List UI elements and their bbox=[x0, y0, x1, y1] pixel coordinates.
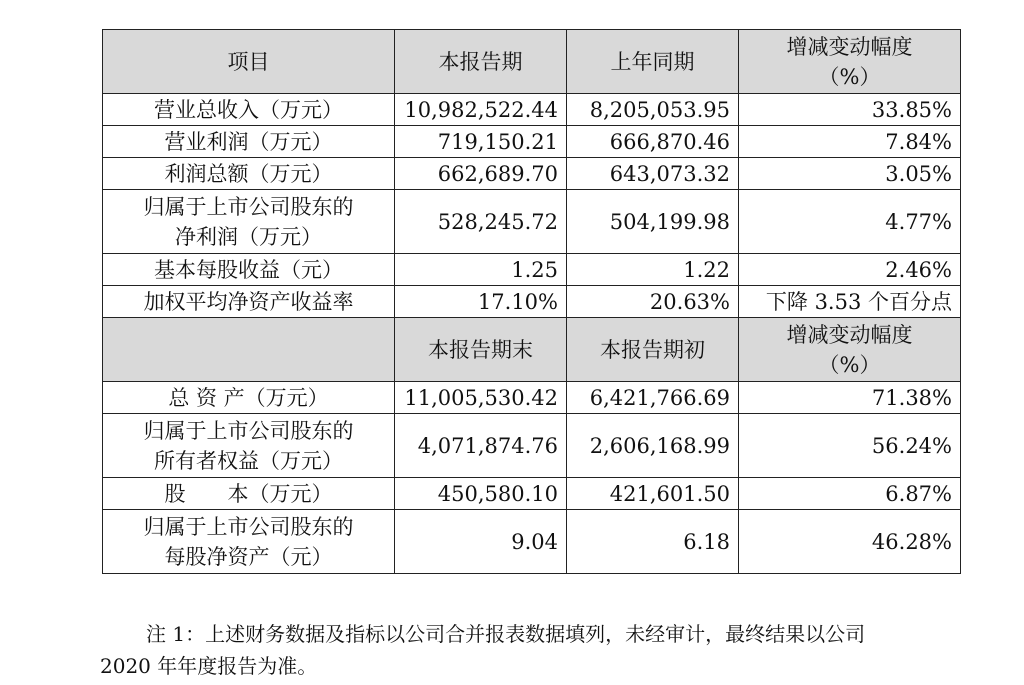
cell-change: 6.87% bbox=[739, 478, 961, 510]
header2-blank bbox=[103, 318, 395, 382]
cell-prior: 20.63% bbox=[567, 286, 739, 318]
table-row bbox=[103, 190, 961, 254]
cell-change: 33.85% bbox=[739, 94, 961, 126]
row-label-line1: 归属于上市公司股东的 bbox=[143, 514, 354, 539]
header2-change bbox=[739, 318, 961, 382]
cell-prior: 6.18 bbox=[567, 510, 739, 574]
cell-prior: 6,421,766.69 bbox=[567, 382, 739, 414]
header-change bbox=[739, 30, 961, 94]
table-row bbox=[103, 254, 961, 286]
footnote-line2: 2020 年年度报告为准。 bbox=[100, 654, 318, 678]
table-header-row-2 bbox=[103, 318, 961, 382]
header2-period-end: 本报告期末 bbox=[395, 318, 567, 382]
cell-current: 10,982,522.44 bbox=[395, 94, 567, 126]
row-label: 加权平均净资产收益率 bbox=[103, 286, 395, 318]
cell-change: 56.24% bbox=[739, 414, 961, 478]
row-label-line2: 所有者权益（万元） bbox=[154, 448, 343, 473]
cell-current: 450,580.10 bbox=[395, 478, 567, 510]
cell-prior: 2,606,168.99 bbox=[567, 414, 739, 478]
table-row bbox=[103, 510, 961, 574]
cell-change: 4.77% bbox=[739, 190, 961, 254]
header2-period-start: 本报告期初 bbox=[567, 318, 739, 382]
footnote-line1: 注 1：上述财务数据及指标以公司合并报表数据填列，未经审计，最终结果以公司 bbox=[146, 622, 866, 646]
row-label-line1: 归属于上市公司股东的 bbox=[143, 418, 354, 443]
header-change-line1: 增减变动幅度 bbox=[786, 34, 913, 59]
cell-prior: 666,870.46 bbox=[567, 126, 739, 158]
cell-current: 17.10% bbox=[395, 286, 567, 318]
cell-current: 11,005,530.42 bbox=[395, 382, 567, 414]
row-label: 股 本（万元） bbox=[103, 478, 395, 510]
header-change-line2: （%） bbox=[818, 64, 881, 89]
table-row bbox=[103, 414, 961, 478]
cell-change: 3.05% bbox=[739, 158, 961, 190]
cell-change: 下降 3.53 个百分点 bbox=[739, 286, 961, 318]
cell-current: 9.04 bbox=[395, 510, 567, 574]
cell-change: 71.38% bbox=[739, 382, 961, 414]
cell-current: 4,071,874.76 bbox=[395, 414, 567, 478]
row-label-line2: 净利润（万元） bbox=[175, 224, 322, 249]
header-prior-period: 上年同期 bbox=[567, 30, 739, 94]
cell-prior: 1.22 bbox=[567, 254, 739, 286]
row-label-line2: 每股净资产（元） bbox=[164, 544, 333, 569]
financial-data-table bbox=[102, 29, 961, 574]
row-label bbox=[103, 190, 395, 254]
header2-change-line2: （%） bbox=[818, 352, 881, 377]
cell-current: 1.25 bbox=[395, 254, 567, 286]
table-row bbox=[103, 94, 961, 126]
table-row bbox=[103, 478, 961, 510]
table-row bbox=[103, 158, 961, 190]
table-row bbox=[103, 382, 961, 414]
header-item: 项目 bbox=[103, 30, 395, 94]
table-row bbox=[103, 286, 961, 318]
header-current-period: 本报告期 bbox=[395, 30, 567, 94]
cell-current: 662,689.70 bbox=[395, 158, 567, 190]
row-label-line1: 归属于上市公司股东的 bbox=[143, 194, 354, 219]
cell-current: 719,150.21 bbox=[395, 126, 567, 158]
cell-change: 7.84% bbox=[739, 126, 961, 158]
row-label: 营业利润（万元） bbox=[103, 126, 395, 158]
cell-change: 46.28% bbox=[739, 510, 961, 574]
header2-change-line1: 增减变动幅度 bbox=[786, 322, 913, 347]
cell-prior: 504,199.98 bbox=[567, 190, 739, 254]
cell-prior: 421,601.50 bbox=[567, 478, 739, 510]
row-label bbox=[103, 414, 395, 478]
row-label bbox=[103, 510, 395, 574]
table-header-row bbox=[103, 30, 961, 94]
footnote bbox=[100, 618, 970, 682]
cell-prior: 643,073.32 bbox=[567, 158, 739, 190]
cell-current: 528,245.72 bbox=[395, 190, 567, 254]
row-label: 总 资 产（万元） bbox=[103, 382, 395, 414]
table-row bbox=[103, 126, 961, 158]
row-label: 利润总额（万元） bbox=[103, 158, 395, 190]
cell-change: 2.46% bbox=[739, 254, 961, 286]
row-label: 营业总收入（万元） bbox=[103, 94, 395, 126]
cell-prior: 8,205,053.95 bbox=[567, 94, 739, 126]
row-label: 基本每股收益（元） bbox=[103, 254, 395, 286]
